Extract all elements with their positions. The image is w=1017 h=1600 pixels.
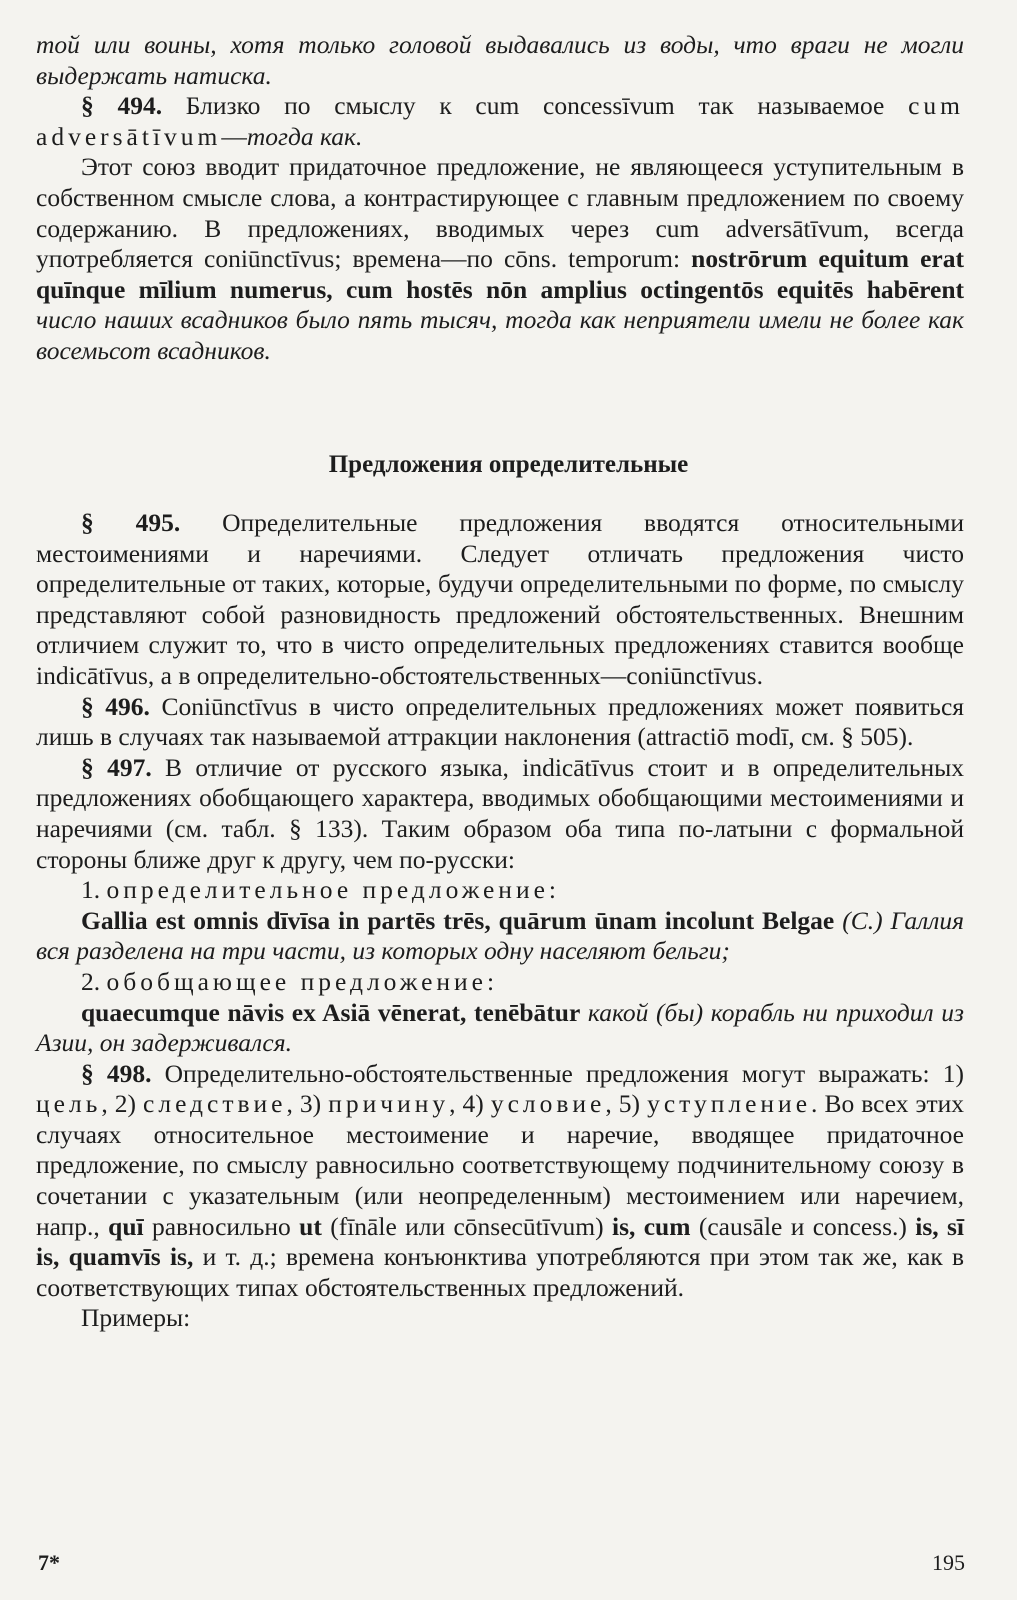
section-495: § 495. Определительные предложения вводятся относительными местоимениями и наречиями. Следует отличать предложения чисто определительные от таких, которые, будучи определительными по форме, по смыслу представляют собой разновидность предложений обстоятельственных. Внешним отличием служит то, что в чисто определительных предложениях ставится вообще indicātīvus, а в определительно-обстоятельственных—coniūnctīvus. bbox=[36, 508, 964, 690]
section-number: § 494. bbox=[81, 91, 163, 121]
spaced-term: cum adversātīvum bbox=[36, 91, 965, 151]
section-498: § 498. Определительно-обстоятельственные предложения могут выражать: 1) цель, 2) следствие, 3) причину, 4) условие, 5) уступление. Во всех этих случаях относительное местоимение и наречие, вводящее придаточное предложение, по смыслу равносильно соответствующему подчинительному союзу в сочетании с указательным (или неопределенным) местоимением или наречием, напр., quī равносильно ut (fīnāle или cōnsecūtīvum) is, cum (causāle и concess.) is, sī is, quamvīs is, и т. д.; времена конъюнктива употребляются при этом так же, как в соответствующих типах обстоятельственных предложений. bbox=[36, 1058, 965, 1302]
example-1: Gallia est omnis dīvīsa in partēs trēs, quārum ūnam incolunt Belgae (C.) Галлия вся разделена на три части, из которых одну населяют бельги; bbox=[36, 905, 964, 966]
top-text-block bbox=[36, 30, 964, 367]
section-494: § 494. Близко по смыслу к cum concessīvum так называемое cum adversātīvum—тогда как. bbox=[36, 91, 965, 151]
section-number: § 495. bbox=[81, 508, 181, 537]
section-497: § 497. В отличие от русского языка, indicātīvus стоит и в определительных предложениях обобщающего характера, вводимых обобщающими местоимениями и наречиями (см. табл. § 133). Таким образом оба типа по-латыни с формальной стороны ближе друг к другу, чем по-русски: bbox=[36, 752, 965, 874]
list-item-2: 2. обобщающее предложение: bbox=[81, 966, 499, 996]
latin-example: nostrōrum equitum erat quīnque mīlium numerus, cum hostēs nōn amplius octingentōs equitēs habērent bbox=[36, 244, 964, 304]
section-number: § 498. bbox=[81, 1058, 152, 1088]
list-item-1: 1. определительное предложение: bbox=[81, 875, 560, 905]
translation: какой (бы) корабль ни приходил из Азии, он задерживался. bbox=[36, 997, 964, 1058]
signature-mark: 7* bbox=[38, 1550, 60, 1575]
section-494-body: Этот союз вводит придаточное предложение, не являющееся уступительным в собственном смысле слова, а контрастирующее с главным предложением по своему содержанию. В предложениях, вводимых через cum adversātīvum, всегда употребляется coniūnctīvus; времена—по cōns. temporum: nostrōrum equitum erat quīnque mīlium numerus, cum hostēs nōn amplius octingentōs equitēs habērent число наших всадников было пять тысяч, тогда как неприятели имели не более как восемьсот всадников. bbox=[36, 152, 964, 365]
section-heading: Предложения определительные bbox=[328, 451, 689, 478]
example-2 bbox=[36, 998, 964, 1059]
latin-example: quaecumque nāvis ex Asiā vēnerat, tenēbātur bbox=[81, 997, 581, 1027]
continuation-line: той или воины, хотя только головой выдавались из воды, что враги не могли выдержать натиска. bbox=[36, 30, 964, 90]
section-496: § 496. Coniūnctīvus в чисто определительных предложениях может появиться лишь в случаях так называемой аттракции наклонения (attractiō modī, см. § 505). bbox=[36, 691, 964, 752]
page-number: 195 bbox=[932, 1550, 965, 1575]
examples-label: Примеры: bbox=[81, 1303, 191, 1333]
main-text-block bbox=[36, 508, 964, 1334]
translation: Галлия вся разделена на три части, из которых одну населяют бельги; bbox=[36, 905, 964, 966]
section-number: § 496. bbox=[81, 691, 150, 721]
section-number: § 497. bbox=[81, 752, 152, 782]
latin-example: Gallia est omnis dīvīsa in partēs trēs, quārum ūnam incolunt Belgae bbox=[81, 905, 835, 935]
translation: число наших всадников было пять тысяч, тогда как неприятели имели не более как восемьсот всадников. bbox=[36, 305, 964, 365]
